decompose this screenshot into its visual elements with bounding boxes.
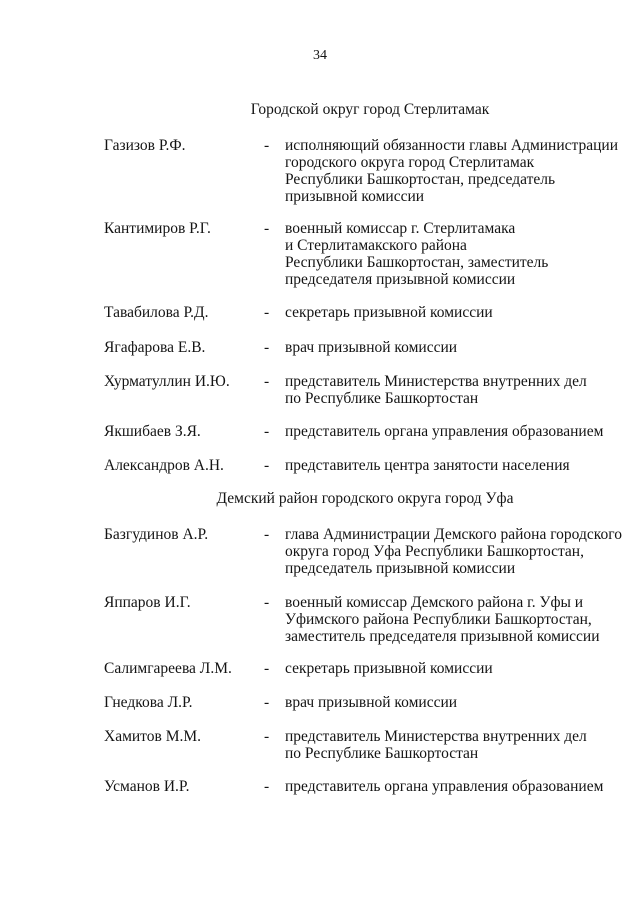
- role-line: глава Администрации Демского района городского: [285, 526, 622, 543]
- member-role: [285, 304, 640, 321]
- member-role: [285, 137, 640, 205]
- role-line: военный комиссар Демского района г. Уфы и: [285, 594, 584, 611]
- role-line: призывной комиссии: [285, 188, 425, 205]
- member-name: Кантимиров Р.Г.: [104, 220, 211, 237]
- dash-separator: -: [264, 457, 270, 474]
- member-name: Хамитов М.М.: [104, 728, 202, 745]
- section-heading-sterlitamak: Городской округ город Стерлитамак: [250, 101, 490, 118]
- role-line: представитель Министерства внутренних дел: [285, 373, 587, 390]
- member-role: [285, 220, 640, 288]
- role-line: военный комиссар г. Стерлитамака: [285, 220, 516, 237]
- member-role: [285, 423, 640, 440]
- dash-separator: -: [264, 373, 270, 390]
- member-name: Яппаров И.Г.: [104, 594, 191, 611]
- commission-member-entry: [0, 594, 640, 664]
- member-role: [285, 694, 640, 711]
- role-line: секретарь призывной комиссии: [285, 304, 493, 321]
- role-line: врач призывной комиссии: [285, 694, 458, 711]
- member-role: [285, 594, 640, 645]
- page-number: 34: [313, 48, 327, 63]
- member-name: Базгудинов А.Р.: [104, 526, 209, 543]
- dash-separator: -: [264, 137, 270, 154]
- role-line: представитель органа управления образованием: [285, 778, 604, 795]
- member-role: [285, 339, 640, 356]
- dash-separator: -: [264, 304, 270, 321]
- dash-separator: -: [264, 220, 270, 237]
- member-name: Салимгареева Л.М.: [104, 660, 232, 677]
- commission-member-entry: [0, 137, 640, 207]
- member-name: Тавабилова Р.Д.: [104, 304, 209, 321]
- member-name: Гнедкова Л.Р.: [104, 694, 193, 711]
- role-line: представитель Министерства внутренних дел: [285, 728, 587, 745]
- role-line: заместитель председателя призывной комиссии: [285, 628, 600, 645]
- dash-separator: -: [264, 778, 270, 795]
- role-line: городского округа город Стерлитамак: [285, 154, 535, 171]
- member-name: Александров А.Н.: [104, 457, 224, 474]
- role-line: Республики Башкортостан, председатель: [285, 171, 556, 188]
- role-line: представитель центра занятости населения: [285, 457, 570, 474]
- role-line: округа город Уфа Республики Башкортостан,: [285, 543, 584, 560]
- dash-separator: -: [264, 728, 270, 745]
- member-name: Хурматуллин И.Ю.: [104, 373, 230, 390]
- dash-separator: -: [264, 526, 270, 543]
- dash-separator: -: [264, 694, 270, 711]
- role-line: представитель органа управления образованием: [285, 423, 604, 440]
- dash-separator: -: [264, 594, 270, 611]
- role-line: исполняющий обязанности главы Администрации: [285, 137, 619, 154]
- role-line: врач призывной комиссии: [285, 339, 458, 356]
- commission-member-entry: [0, 220, 640, 290]
- member-name: Газизов Р.Ф.: [104, 137, 186, 154]
- role-line: Уфимского района Республики Башкортостан,: [285, 611, 592, 628]
- role-line: Республики Башкортостан, заместитель: [285, 254, 549, 271]
- member-role: [285, 457, 640, 474]
- member-name: Якшибаев З.Я.: [104, 423, 201, 440]
- member-role: [285, 778, 640, 795]
- role-line: секретарь призывной комиссии: [285, 660, 493, 677]
- dash-separator: -: [264, 339, 270, 356]
- role-line: по Республике Башкортостан: [285, 390, 479, 407]
- section-heading-demsky: Демский район городского округа город Уфа: [216, 490, 514, 507]
- dash-separator: -: [264, 660, 270, 677]
- commission-member-entry: [0, 778, 640, 848]
- member-role: [285, 728, 640, 762]
- role-line: председатель призывной комиссии: [285, 560, 516, 577]
- commission-member-entry: [0, 526, 640, 596]
- member-role: [285, 660, 640, 677]
- role-line: председателя призывной комиссии: [285, 271, 516, 288]
- dash-separator: -: [264, 423, 270, 440]
- member-name: Ягафарова Е.В.: [104, 339, 206, 356]
- member-role: [285, 526, 640, 577]
- member-role: [285, 373, 640, 407]
- role-line: по Республике Башкортостан: [285, 745, 479, 762]
- member-name: Усманов И.Р.: [104, 778, 190, 795]
- role-line: и Стерлитамакского района: [285, 237, 467, 254]
